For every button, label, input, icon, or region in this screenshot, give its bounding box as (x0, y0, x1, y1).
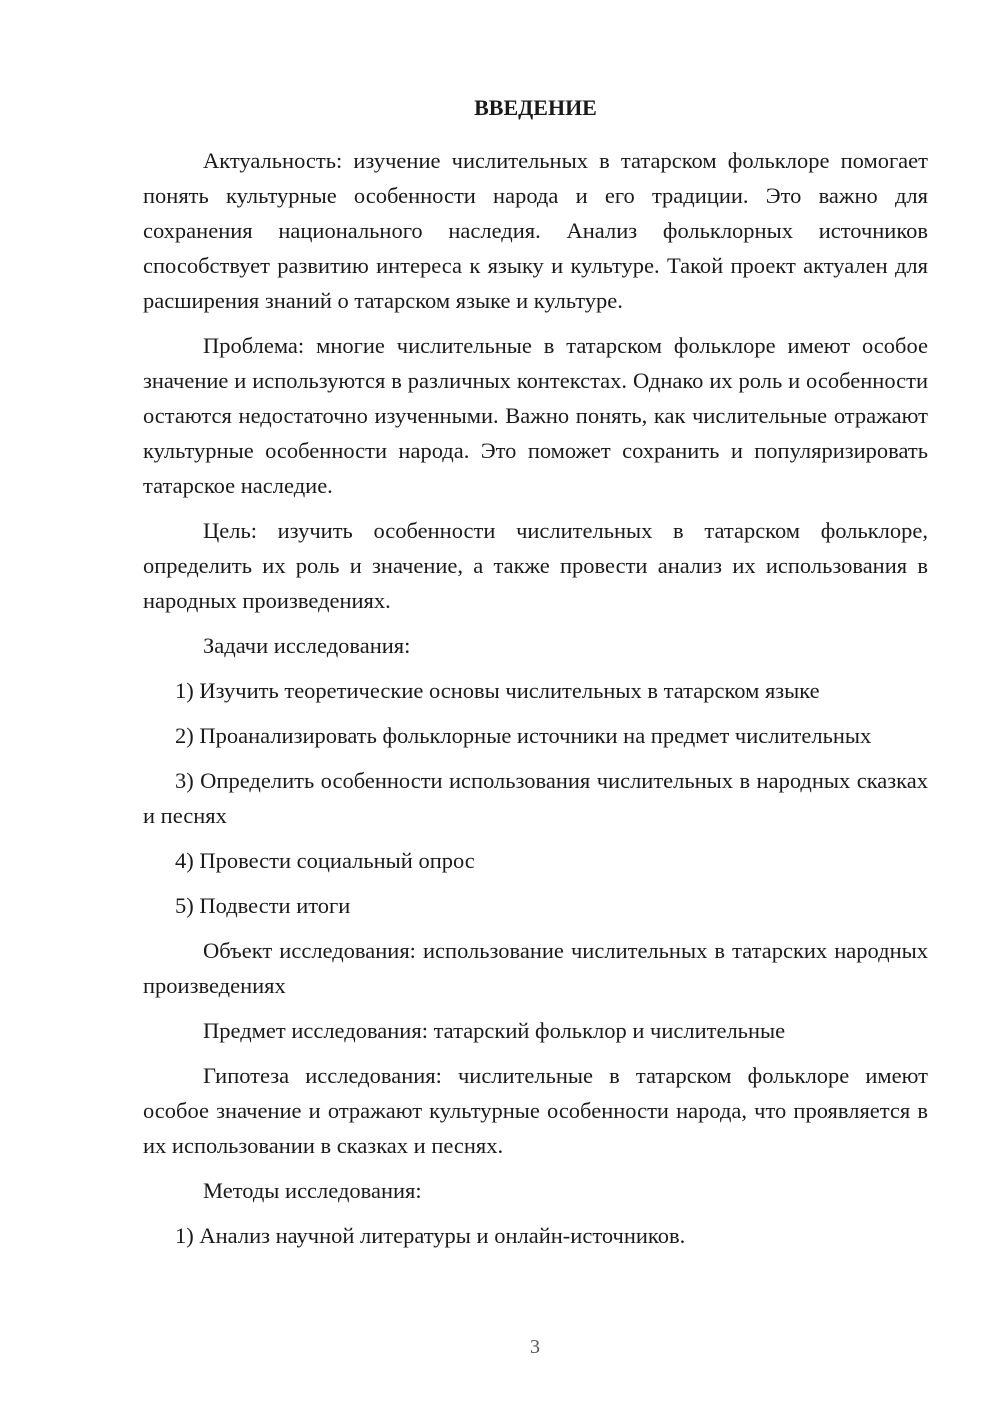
goal-paragraph: Цель: изучить особенности числительных в татарском фольклоре, определить их роль и значение, а также провести анализ их использования в народных произведениях. (143, 518, 928, 613)
page-number: 3 (530, 1336, 540, 1358)
subject-paragraph: Предмет исследования: татарский фольклор и числительные (203, 1018, 786, 1043)
methods-heading: Методы исследования: (203, 1178, 422, 1203)
task-item-2: 2) Проанализировать фольклорные источники на предмет числительных (175, 723, 872, 748)
relevance-paragraph: Актуальность: изучение числительных в татарском фольклоре помогает понять культурные особенности народа и его традиции. Это важно для сохранения национального наследия. Анализ фольклорных источников способствует развитию интереса к языку и культуре. Такой проект актуален для расширения знаний о татарском языке и культуре. (143, 148, 928, 313)
section-title: ВВЕДЕНИЕ (474, 95, 597, 120)
method-item-1: 1) Анализ научной литературы и онлайн-источников. (175, 1223, 686, 1248)
hypothesis-paragraph: Гипотеза исследования: числительные в татарском фольклоре имеют особое значение и отражают культурные особенности народа, что проявляется в их использовании в сказках и песнях. (143, 1063, 928, 1158)
object-paragraph: Объект исследования: использование числительных в татарских народных произведениях (143, 938, 928, 998)
task-item-5: 5) Подвести итоги (175, 893, 351, 918)
problem-paragraph: Проблема: многие числительные в татарском фольклоре имеют особое значение и используются в различных контекстах. Однако их роль и особенности остаются недостаточно изученными. Важно понять, как числительные отражают культурные особенности народа. Это поможет сохранить и популяризировать татарское наследие. (143, 333, 928, 498)
task-item-3: 3) Определить особенности использования числительных в народных сказках и песнях (143, 768, 928, 828)
tasks-heading: Задачи исследования: (203, 633, 411, 658)
document-page (143, 93, 928, 1263)
task-item-1: 1) Изучить теоретические основы числительных в татарском языке (175, 678, 820, 703)
task-item-4: 4) Провести социальный опрос (175, 848, 475, 873)
